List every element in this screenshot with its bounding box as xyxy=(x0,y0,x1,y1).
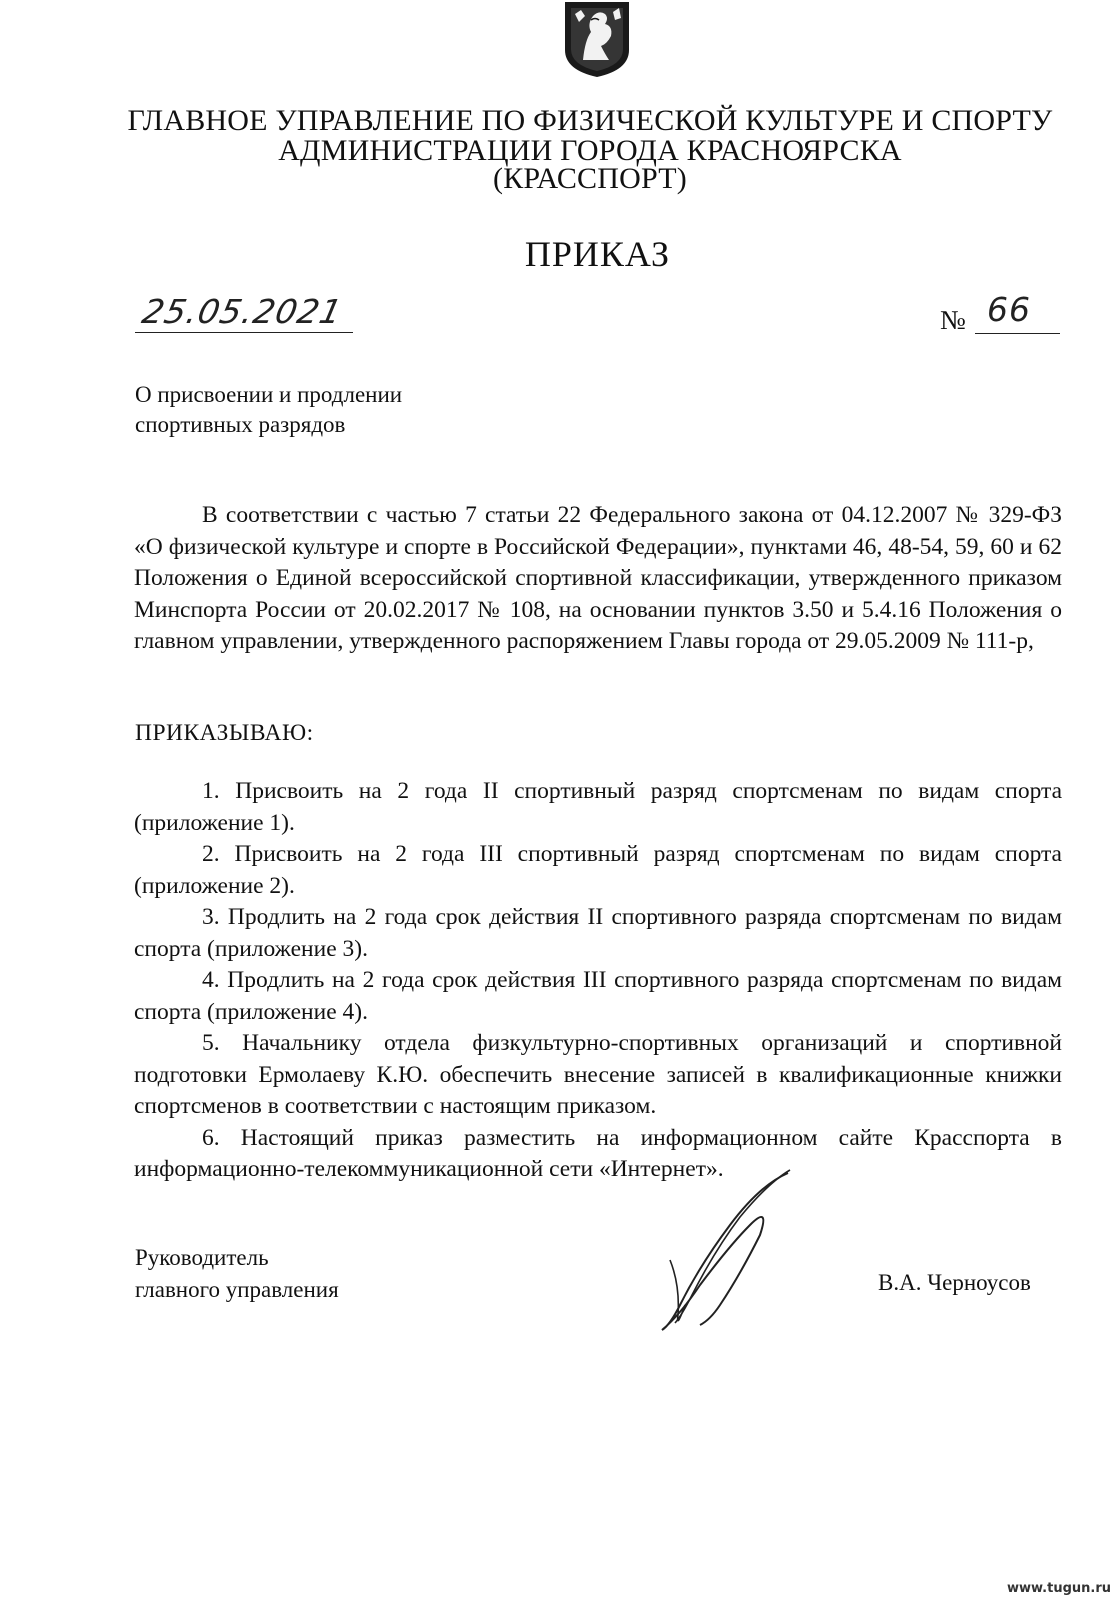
subject-line2: спортивных разрядов xyxy=(135,412,346,437)
organization-abbreviation: (КРАССПОРТ) xyxy=(493,162,687,195)
preamble-paragraph: В соответствии с частью 7 статьи 22 Федерального закона от 04.12.2007 № 329-ФЗ «О физической культуре и спорте в Российской Федерации», пунктами 46, 48-54, 59, 60 и 62 Положения о Единой всероссийской спортивной классификации, утвержденного приказом Минспорта России от 20.02.2017 № 108, на основании пунктов 3.50 и 5.4.16 Положения о главном управлении, утвержденного распоряжением Главы города от 29.05.2009 № 111-р, xyxy=(134,502,1062,654)
order-items xyxy=(134,776,1062,1186)
order-word: ПРИКАЗЫВАЮ: xyxy=(135,720,314,746)
handwritten-number: 66 xyxy=(987,290,1031,329)
order-item: 2. Присвоить на 2 года III спортивный разряд спортсменам по видам спорта (приложение 2). xyxy=(134,841,1062,899)
number-field xyxy=(975,290,1060,334)
handwritten-date: 25.05.2021 xyxy=(138,292,347,331)
order-item: 3. Продлить на 2 года срок действия II спортивного разряда спортсменам по видам спорта (приложение 3). xyxy=(134,904,1062,962)
order-item: 5. Начальнику отдела физкультурно-спортивных организаций и спортивной подготовки Ермолаеву К.Ю. обеспечить внесение записей в квалификационные книжки спортсменов в соответствии с настоящим приказом. xyxy=(134,1030,1062,1119)
coat-of-arms-emblem xyxy=(561,0,633,78)
handwritten-signature xyxy=(640,1165,810,1335)
number-label: № xyxy=(940,305,966,335)
order-item: 1. Присвоить на 2 года II спортивный разряд спортсменам по видам спорта (приложение 1). xyxy=(134,778,1062,836)
position-line1: Руководитель xyxy=(135,1245,269,1270)
signatory-position xyxy=(135,1242,339,1306)
subject-line1: О присвоении и продлении xyxy=(135,382,403,407)
date-field xyxy=(135,292,353,333)
order-item: 4. Продлить на 2 года срок действия III спортивного разряда спортсменам по видам спорта (приложение 4). xyxy=(134,967,1062,1025)
position-line2: главного управления xyxy=(135,1277,339,1302)
organization-name-line2: АДМИНИСТРАЦИИ ГОРОДА КРАСНОЯРСКА xyxy=(278,134,902,167)
signatory-name: В.А. Черноусов xyxy=(878,1270,1031,1295)
organization-name-line1: ГЛАВНОЕ УПРАВЛЕНИЕ ПО ФИЗИЧЕСКОЙ КУЛЬТУРЕ И СПОРТУ xyxy=(127,104,1053,137)
document-title: ПРИКАЗ xyxy=(524,234,671,274)
order-item: 6. Настоящий приказ разместить на информационном сайте Красспорта в информационно-телекоммуникационной сети «Интернет». xyxy=(134,1124,1062,1182)
document-subject xyxy=(135,380,402,440)
watermark: www.tugun.ru xyxy=(1006,1581,1111,1596)
